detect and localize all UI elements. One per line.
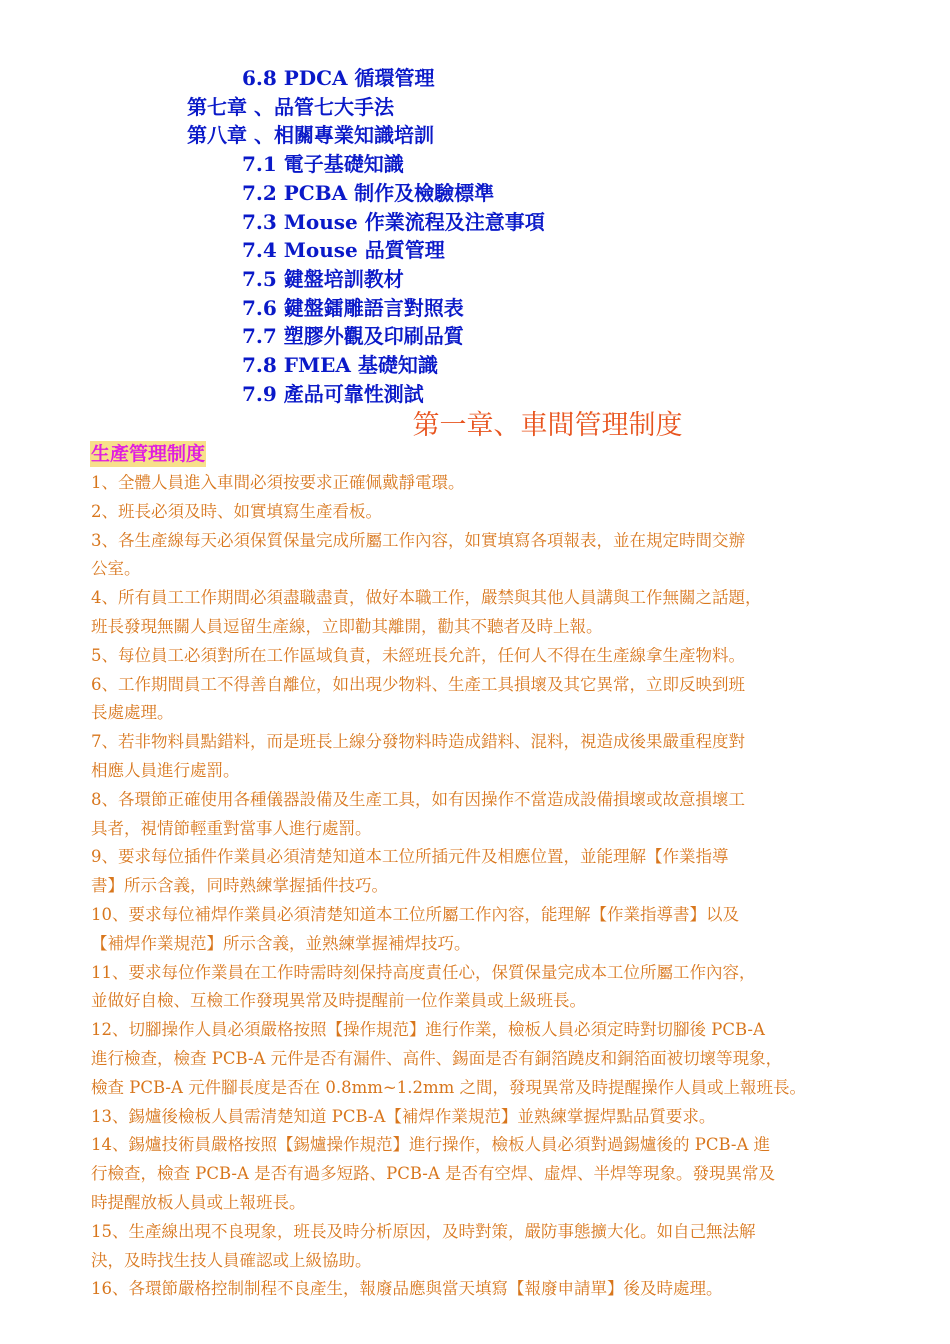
toc-entry: 7.8 FMEA 基礎知識 [242,353,438,377]
chapter-title: 第一章、車間管理制度 [412,410,683,441]
rule-line: 進行檢查，檢查 PCB-A 元件是否有漏件、高件、錫面是否有銅箔蹺皮和銅箔面被切壞等現象， [91,1048,783,1068]
rule-line: 公室。 [91,559,141,579]
rule-line: 7、若非物料員點錯料，而是班長上線分發物料時造成錯料、混料，視造成後果嚴重程度對 [91,732,745,752]
rule-line: 檢查 PCB-A 元件腳長度是否在 0.8mm~1.2mm 之間，發現異常及時提醒操作人員或上報班長。 [91,1077,807,1097]
toc-entry: 6.8 PDCA 循環管理 [242,66,435,90]
rule-line: 6、工作期間員工不得善自離位，如出現少物料、生產工具損壞及其它異常，立即反映到班 [91,674,745,694]
rule-line: 9、要求每位插件作業員必須清楚知道本工位所插元件及相應位置，並能理解【作業指導 [91,847,729,867]
rule-line: 14、錫爐技術員嚴格按照【錫爐操作規范】進行操作，檢板人員必須對過錫爐後的 PCB-A 進 [91,1135,771,1155]
rule-line: 決，及時找生技人員確認或上級協助。 [91,1250,372,1270]
rule-line: 並做好自檢、互檢工作發現異常及時提醒前一位作業員或上級班長。 [91,991,586,1011]
rule-line: 11、要求每位作業員在工作時需時刻保持高度責任心，保質保量完成本工位所屬工作內容， [91,962,756,982]
toc-entry: 7.5 鍵盤培訓教材 [242,266,404,291]
toc-entry: 第八章 、相關專業知識培訓 [187,123,434,148]
rule-line: 5、每位員工必須對所在工作區域負責，未經班長允許，任何人不得在生產線拿生產物料。 [91,645,745,665]
toc-entry: 第七章 、品管七大手法 [187,94,394,119]
rule-line: 3、各生產線每天必須保質保量完成所屬工作內容，如實填寫各項報表，並在規定時間交辦 [91,530,745,550]
toc-entry: 7.4 Mouse 品質管理 [242,238,445,263]
rules-list [91,469,881,1304]
rule-line: 4、所有員工工作期間必須盡職盡責，做好本職工作，嚴禁與其他人員講與工作無關之話題， [91,588,762,608]
rule-line: 長處處理。 [91,703,174,723]
rule-line: 相應人員進行處罰。 [91,760,240,780]
rule-line: 1、全體人員進入車間必須按要求正確佩戴靜電環。 [91,473,465,492]
toc-entry: 7.3 Mouse 作業流程及注意事項 [242,209,545,234]
rule-line: 8、各環節正確使用各種儀器設備及生產工具，如有因操作不當造成設備損壞或故意損壞工 [91,789,745,809]
rule-line: 【補焊作業規范】所示含義，並熟練掌握補焊技巧。 [91,933,471,953]
section-heading: 生產管理制度 [91,443,206,465]
rule-line: 書】所示含義，同時熟練掌握插件技巧。 [91,876,388,896]
toc-entry: 7.6 鍵盤鐳雕語言對照表 [242,295,464,320]
toc-entry: 7.7 塑膠外觀及印刷品質 [242,324,464,349]
rule-line: 具者，視情節輕重對當事人進行處罰。 [91,818,372,838]
rule-line: 2、班長必須及時、如實填寫生產看板。 [91,501,382,521]
toc-entry: 7.2 PCBA 制作及檢驗標準 [242,180,495,205]
rule-line: 班長發現無關人員逗留生產線，立即勸其離開，勸其不聽者及時上報。 [91,616,603,636]
rule-line: 10、要求每位補焊作業員必須清楚知道本工位所屬工作內容，能理解【作業指導書】以及 [91,904,739,924]
rule-line: 行檢查，檢查 PCB-A 是否有過多短路、PCB-A 是否有空焊、虛焊、半焊等現象。發現異常及 [91,1164,776,1184]
rule-line: 13、錫爐後檢板人員需清楚知道 PCB-A【補焊作業規范】並熟練掌握焊點品質要求。 [91,1106,716,1126]
toc-entry: 7.1 電子基礎知識 [242,152,404,177]
rule-line: 12、切腳操作人員必須嚴格按照【操作規范】進行作業，檢板人員必須定時對切腳後 PCB-A [91,1020,765,1040]
rule-line: 時提醒放板人員或上報班長。 [91,1192,306,1212]
rule-line: 15、生產線出現不良現象，班長及時分析原因，及時對策，嚴防事態擴大化。如自己無法解 [91,1221,756,1241]
rule-line: 16、各環節嚴格控制制程不良產生，報廢品應與當天填寫【報廢申請單】後及時處理。 [91,1279,723,1299]
toc-entry: 7.9 產品可靠性測試 [242,381,424,406]
